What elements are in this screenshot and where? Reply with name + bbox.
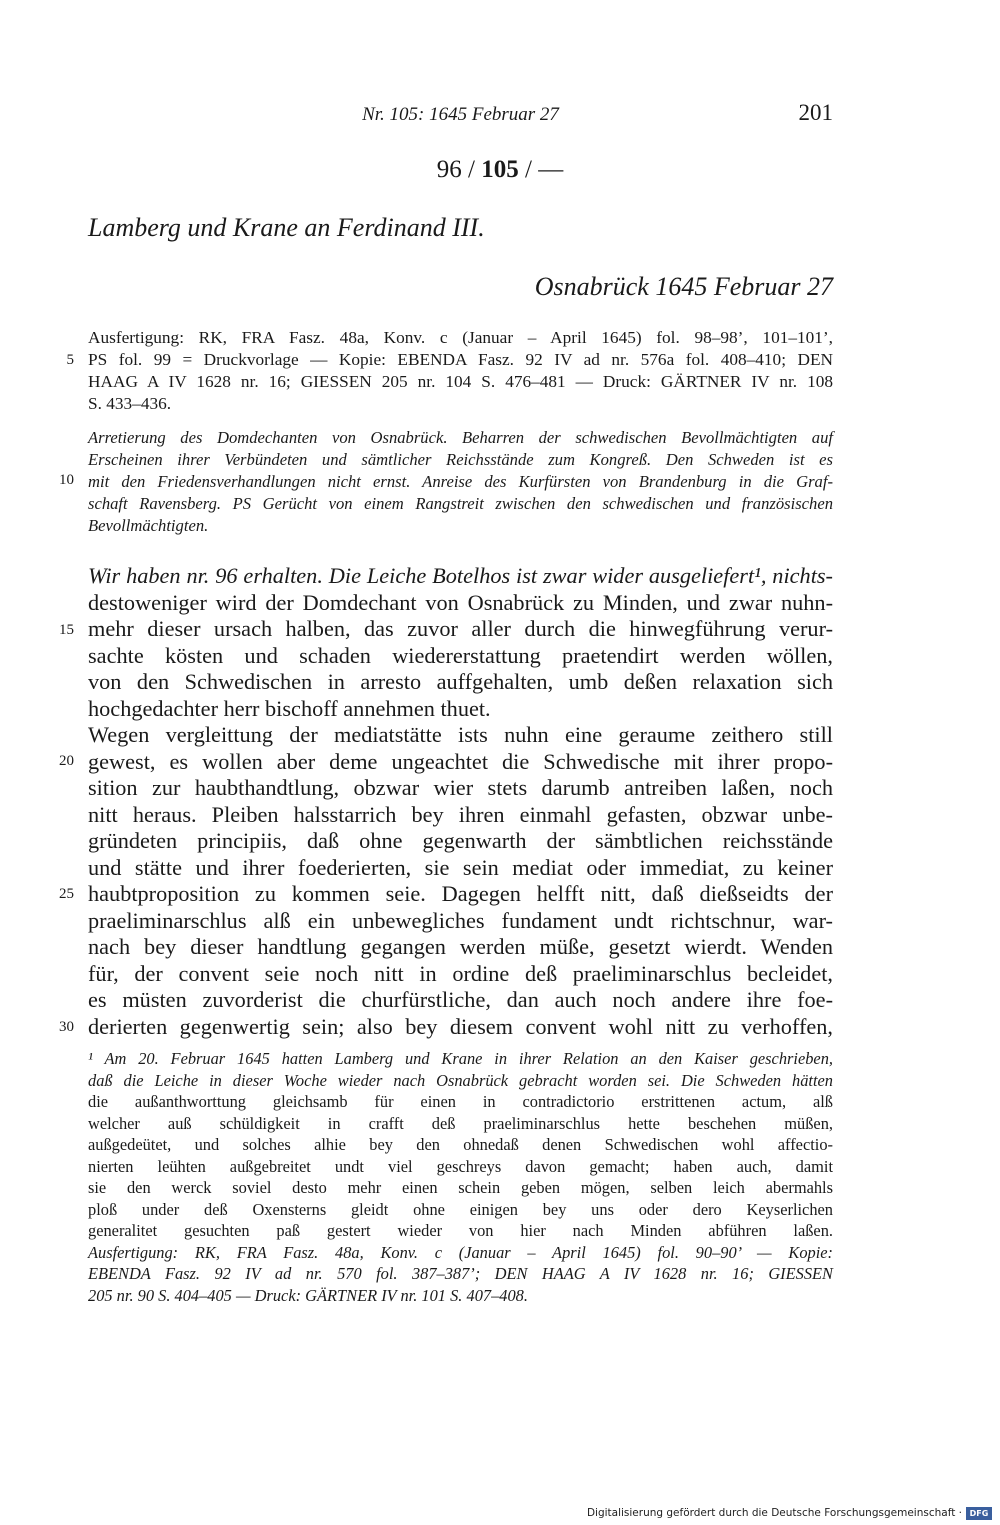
body-line: es müsten zuvorderist die churfürstliche, dan auch noch andere ihre foe- [88, 987, 833, 1012]
body-line: sachte kösten und schaden wiedererstattung praetendirt werden wöllen, [88, 642, 833, 668]
source-line: PS fol. 99 = Druckvorlage — Kopie: EBENDA Fasz. 92 IV ad nr. 576a fol. 408–410; DEN [88, 350, 833, 369]
line-number-20: 20 [59, 753, 74, 769]
footnote-line: außgedeütet, und solches alhie bey den ohnedaß denen Schwedischen wohl affectio- [88, 1135, 833, 1154]
regest-line: Bevollmächtigten. [88, 516, 209, 535]
line-number-5: 5 [66, 352, 74, 368]
body-line: gründeten principiis, daß ohne gegenwarth der sämbtlichen reichsstände [88, 828, 833, 853]
document-title: Lamberg und Krane an Ferdinand III. [88, 213, 485, 242]
body-line: praeliminarschlus alß ein unbewegliches fundament undt richtschnur, war- [88, 907, 833, 933]
source-line: HAAG A IV 1628 nr. 16; GIESSEN 205 nr. 104 S. 476–481 — Druck: GÄRTNER IV nr. 108 [88, 372, 833, 391]
line-number-25: 25 [59, 886, 74, 902]
source-note [88, 327, 833, 415]
line-number-10: 10 [59, 472, 74, 488]
source-line: Ausfertigung: RK, FRA Fasz. 48a, Konv. c (Januar – April 1645) fol. 98–98’, 101–101’, [88, 328, 833, 347]
body-line: für, der convent seie noch nitt in ordine deß praeliminarschlus becleidet, [88, 960, 833, 986]
body-line: von den Schwedischen in arresto auffgehalten, umb deßen relaxation sich [88, 669, 833, 694]
footnote-line: Ausfertigung: RK, FRA Fasz. 48a, Konv. c (Januar – April 1645) fol. 90–90’ — Kopie: [88, 1242, 833, 1262]
footnote-line: die außanthworttung gleichsamb für einen in contradictorio erstrittenen actum, alß [88, 1092, 833, 1111]
footnote-line: nierten leühten außgebreitet undt viel geschreys davon gemacht; haben auch, damit [88, 1156, 833, 1176]
source-line: S. 433–436. [88, 394, 172, 413]
doc-number-suffix: / — [518, 156, 564, 183]
line-number-15: 15 [59, 622, 74, 638]
footnote-line: ¹ Am 20. Februar 1645 hatten Lamberg und Krane in ihrer Relation an den Kaiser geschrieben, [88, 1049, 833, 1068]
body-line: Wegen vergleittung der mediatstätte ists nuhn eine geraume zeithero still [88, 722, 833, 747]
body-line: hochgedachter herr bischoff annehmen thuet. [88, 695, 491, 721]
regest-summary [88, 427, 833, 537]
body-line: mehr dieser ursach halben, das zuvor aller durch die hinwegführung verur- [88, 616, 833, 641]
body-line: nach bey dieser handtlung gegangen werden müße, gesetzt wierdt. Wenden [88, 934, 833, 959]
body-line: Wir haben nr. 96 erhalten. Die Leiche Botelhos ist zwar wider ausgeliefert¹, nichts- [88, 563, 833, 588]
footer-credit: Digitalisierung gefördert durch die Deutsche Forschungsgemeinschaft · [586, 1507, 962, 1519]
body-line: destoweniger wird der Domdechant von Osnabrück zu Minden, und zwar nuhn- [88, 589, 833, 615]
running-title: Nr. 105: 1645 Februar 27 [362, 104, 559, 125]
footnote-line: ploß under deß Oxensterns gleidt ohne einigen bey uns oder dero Keyserlichen [88, 1199, 833, 1219]
body-line: und stätte und ihrer foederierten, sie sein mediat oder immediat, zu keiner [88, 854, 833, 880]
regest-line: mit den Friedensverhandlungen nicht ernst. Anreise des Kurfürsten von Brandenburg in die Graf- [88, 472, 833, 491]
footnote [88, 1048, 833, 1306]
main-text [88, 563, 833, 1040]
regest-line: schaft Ravensberg. PS Gerücht von einem Rangstreit zwischen den schwedischen und französischen [88, 494, 833, 513]
dfg-logo: DFG [966, 1507, 992, 1520]
page-number: 201 [798, 100, 833, 125]
regest-line: Erscheinen ihrer Verbündeten und sämtlicher Reichsstände zum Kongreß. Den Schweden ist es [88, 450, 833, 469]
body-line: gewest, es wollen aber deme ungeachtet die Schwedische mit ihrer propo- [88, 748, 833, 774]
body-line: nitt heraus. Pleiben halsstarrich bey ihren einmahl gefasten, obzwar unbe- [88, 801, 833, 827]
line-number-30: 30 [59, 1019, 74, 1035]
body-line: sition zur haubthandtlung, obzwar wier stets darumb antreiben laßen, noch [88, 775, 833, 800]
doc-number-prefix: 96 / [436, 156, 482, 183]
footnote-line: EBENDA Fasz. 92 IV ad nr. 570 fol. 387–387’; DEN HAAG A IV 1628 nr. 16; GIESSEN [88, 1264, 833, 1283]
body-line: derierten gegenwertig sein; also bey diesem convent wohl nitt zu verhoffen, [88, 1013, 833, 1039]
footnote-line: generalitet gesuchten paß gestert wieder von hier nach Minden abführen laßen. [88, 1221, 833, 1240]
footnote-line: welcher auß schüldigkeit in crafft deß praeliminarschlus hette beschehen müßen, [88, 1113, 833, 1133]
footnote-line: daß die Leiche in dieser Woche wieder nach Osnabrück gebracht worden sei. Die Schweden hätten [88, 1070, 833, 1090]
footnote-line: 205 nr. 90 S. 404–405 — Druck: GÄRTNER IV nr. 101 S. 407–408. [88, 1285, 528, 1305]
footnote-line: sie den werck soviel desto mehr einen schein geben mögen, selben leich abermahls [88, 1178, 833, 1197]
doc-number-main: 105 [481, 156, 519, 183]
regest-line: Arretierung des Domdechanten von Osnabrück. Beharren der schwedischen Bevollmächtigten auf [88, 428, 833, 447]
document-number [0, 156, 1000, 184]
running-head [88, 100, 833, 128]
body-line: haubtproposition zu kommen seie. Dagegen helfft nitt, daß dießseidts der [88, 881, 833, 906]
document-date: Osnabrück 1645 Februar 27 [534, 272, 833, 301]
